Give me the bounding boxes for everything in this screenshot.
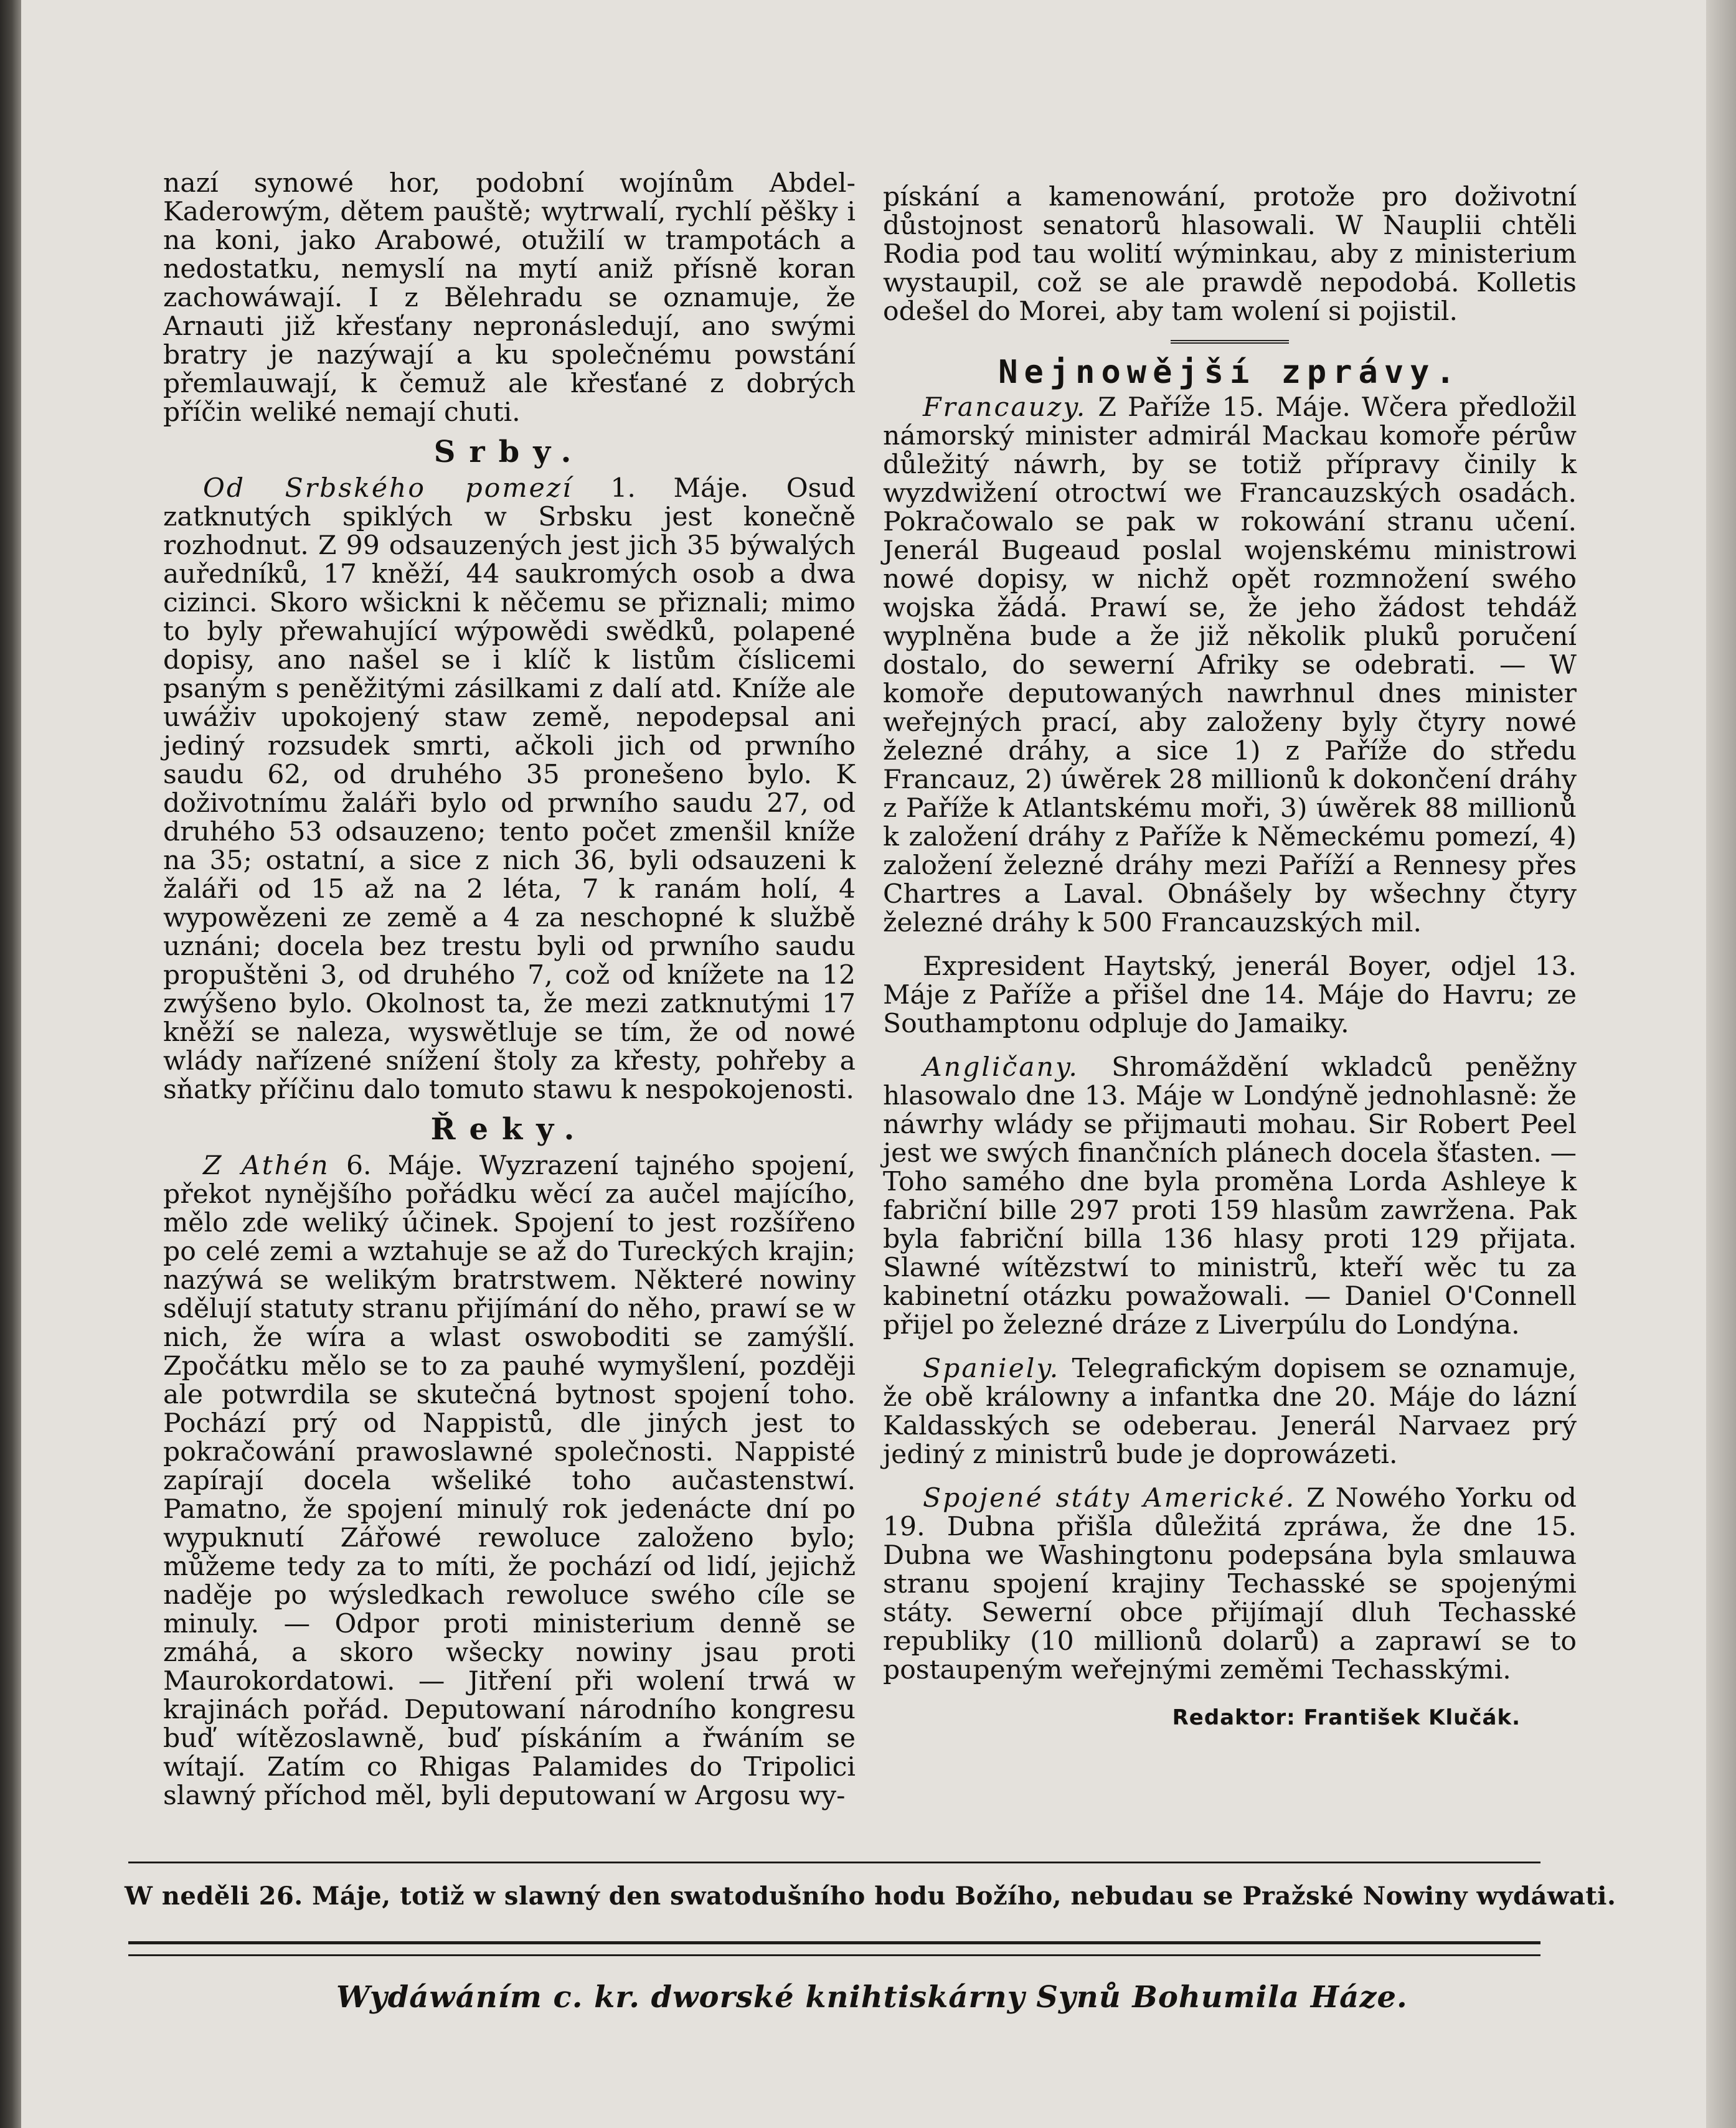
right-column (883, 183, 1577, 1732)
left-column (163, 169, 856, 1810)
news-heading: Nejnowější zprávy. (998, 354, 1461, 391)
france-dateline: Francauzy. (923, 392, 1087, 423)
reky-dateline: Z Athén (203, 1151, 330, 1181)
footer-top-rule (128, 1862, 1540, 1863)
reky-heading: Řeky. (430, 1112, 588, 1147)
boyer-paragraph: Expresident Haytský, jenerál Boyer, odjel 13. Máje z Paříže a přišel dne 14. Máje do Havru; ze Southamptonu odpluje do Jamaiky. (883, 951, 1577, 1039)
footer-double-rule (128, 1941, 1540, 1956)
srby-text: 1. Máje. Osud zatknutých spiklých w Srbsku jest konečně rozhodnut. Z 99 odsauzených jest jich 35 býwalých auředníků, 17 kněží, 44 saukromých osob a dwa cizinci. Skoro wšickni k něčemu se přiznali; mimo to byly přewahující wýpowědi swědků, polapené dopisy, ano našel se i klíč k listům číslicemi psaným s peněžitými zásilkami z dalí atd. Kníže ale uwáživ upokojený staw země, nepodepsal ani jediný rozsudek smrti, ačkoli jich od prwního saudu 62, od druhého 35 pronešeno bylo. K doživotnímu žaláři bylo od prwního saudu 27, od druhého 53 odsauzeno; tento počet zmenšil kníže na 35; ostatní, a sice z nich 36, byli odsauzeni k žaláři od 15 až na 2 léta, 7 k ranám holí, 4 wypowězeni ze země a 4 za neschopné k službě uznáni; docela bez trestu byli od prwního saudu propuštěni 3, od druhého 7, což od knížete na 12 zwýšeno bylo. Okolnost ta, že mezi zatknutými 17 kněží se naleza, wyswětluje se tím, že od nowé wlády nařízené snížení štoly za křesty, pohřeby a sňatky příčinu dalo tomuto stawu k nespokojenosti. (163, 473, 856, 1105)
england-text: Shromáždění wkladců peněžny hlasowalo dne 13. Máje w Londýně jednohlasně: že náwrhy wlády se přijmauti mohau. Sir Robert Peel jest we swých finančních plánech docela šťasten. — Toho samého dne byla proměna Lorda Ashleye k fabriční bille 297 proti 159 hlasům zawržena. Pak byla fabriční billa 136 hlasy proti 129 přijata. Slawné wítězstwí to ministrů, kteří wěc tu za kabinetní otázku powažowali. — Daniel O'Connell přijel po železné dráze z Liverpúlu do Londýna. (883, 1052, 1577, 1340)
greece-continuation: pískání a kamenowání, protože pro doživotní důstojnost senatorů hlasowali. W Nauplii chtěli Rodia pod tau wolití wýminkau, aby z ministerium wystaupil, což se ale prawdě nepodobá. Kolletis odešel do Morei, aby tam wolení si pojistil. (883, 182, 1577, 327)
srby-dateline: Od Srbského pomezí (203, 473, 573, 504)
spain-text: Telegrafickým dopisem se oznamuje, že obě králowny a infantka dne 20. Máje do lázní Kaldasských se odeberau. Jenerál Narvaez prý jediný z ministrů bude je doprowázeti. (883, 1354, 1577, 1470)
england-dateline: Angličany. (923, 1052, 1079, 1083)
holiday-notice: W neděli 26. Máje, totiž w slawný den swatodušního hodu Božího, nebudau se Pražské Nowiny wydáwati. (125, 1881, 1616, 1911)
england-paragraph (883, 1053, 1577, 1340)
albania-paragraph: nazí synowé hor, podobní wojínům Abdel-Kaderowým, dětem pauště; wytrwalí, rychlí pěšky i na koni, jako Arabowé, otužilí w trampotách a nedostatku, nemyslí na mytí aniž přísně koran zachowáwají. I z Bělehradu se oznamuje, že Arnauti již křesťany nepronásledují, ano swými bratry je nazýwají a ku společnému powstání přemlauwají, k čemuž ale křesťané z dobrých příčin weliké nemají chuti. (163, 168, 856, 428)
srby-heading: Srby. (433, 435, 585, 469)
spain-dateline: Spaniely. (923, 1354, 1060, 1384)
page-binding-edge (0, 0, 21, 2128)
editor-credit: Redaktor: František Klučák. (1172, 1705, 1521, 1730)
printer-imprint: Wydáwáním c. kr. dworské knihtiskárny Synů Bohumila Háze. (336, 1980, 1408, 2015)
section-divider (1171, 340, 1289, 344)
usa-text: Z Nowého Yorku od 19. Dubna přišla důležitá zpráwa, že dne 15. Dubna we Washingtonu podepsána byla smlauwa stranu spojení krajiny Techasské se spojenými státy. Sewerní obce přijímají dluh Techasské republiky (10 millionů dolarů) a zaprawí se to postaupeným weřejnými zeměmi Techasskými. (883, 1483, 1577, 1685)
spain-paragraph (883, 1355, 1577, 1469)
reky-paragraph (163, 1152, 856, 1810)
usa-paragraph (883, 1484, 1577, 1685)
france-text: Z Paříže 15. Máje. Wčera předložil námorský minister admirál Mackau komoře pérůw důležitý náwrh, by se totiž přípravy činily k wyzdwižení otroctwí we Francauzských osadách. Pokračowalo se pak w rokowání stranu učení. Jenerál Bugeaud poslal wojenskému ministrowi nowé dopisy, w nichž opět rozmnožení swého wojska žádá. Prawí se, že jeho žádost tehdáž wyplněna bude a že již několik pluků poručení dostalo, do sewerní Afriky se odebrati. — W komoře deputowaných nawrhnul dnes minister weřejných prací, aby založeny byly čtyry nowé železné dráhy, a sice 1) z Paříže do středu Francauz, 2) úwěrek 28 millionů k dokončení dráhy z Paříže k Atlantskému moři, 3) úwěrek 88 millionů k založení dráhy z Paříže k Německému pomezí, 4) založení železné dráhy mezi Paříží a Rennesy přes Chartres a Laval. Obnášely by wšechny čtyry železné dráhy k 500 Francauzských mil. (883, 392, 1577, 938)
france-paragraph (883, 393, 1577, 938)
usa-dateline: Spojené státy Americké. (923, 1483, 1296, 1514)
reky-text: 6. Máje. Wyzrazení tajného spojení, překot nynějšího pořádku wěcí za aučel majícího, mělo zde weliký účinek. Spojení to jest rozšířeno po celé zemi a wztahuje se až do Tureckých krajin; nazýwá se welikým bratrstwem. Některé nowiny sdělují statuty stranu přijímání do něho, prawí se w nich, že wíra a wlast oswoboditi se zamýšlí. Zpočátku mělo se to za pauhé wymyšlení, později ale potwrdila se skutečná bytnost spojení toho. Pochází prý od Nappistů, dle jiných jest to pokračowání prawoslawné společnosti. Nappisté zapírají docela wšeliké toho aučastenstwí. Pamatno, že spojení minulý rok jedenácte dní po wypuknutí Zářowé rewoluce založeno bylo; můžeme tedy za to míti, že pochází od lidí, jejichž naděje po wýsledkach rewoluce swého cíle se minuly. — Odpor proti ministerium denně se zmáhá, a skoro wšecky nowiny jsau proti Maurokordatowi. — Jitření při wolení trwá w krajinách pořád. Deputowaní národního kongresu buď wítězoslawně, buď pískáním a řwáním se wítají. Zatím co Rhigas Palamides do Tripolici slawný příchod měl, byli deputowaní w Argosu wy- (163, 1151, 856, 1811)
page-right-edge (1706, 0, 1736, 2128)
srby-paragraph (163, 474, 856, 1104)
